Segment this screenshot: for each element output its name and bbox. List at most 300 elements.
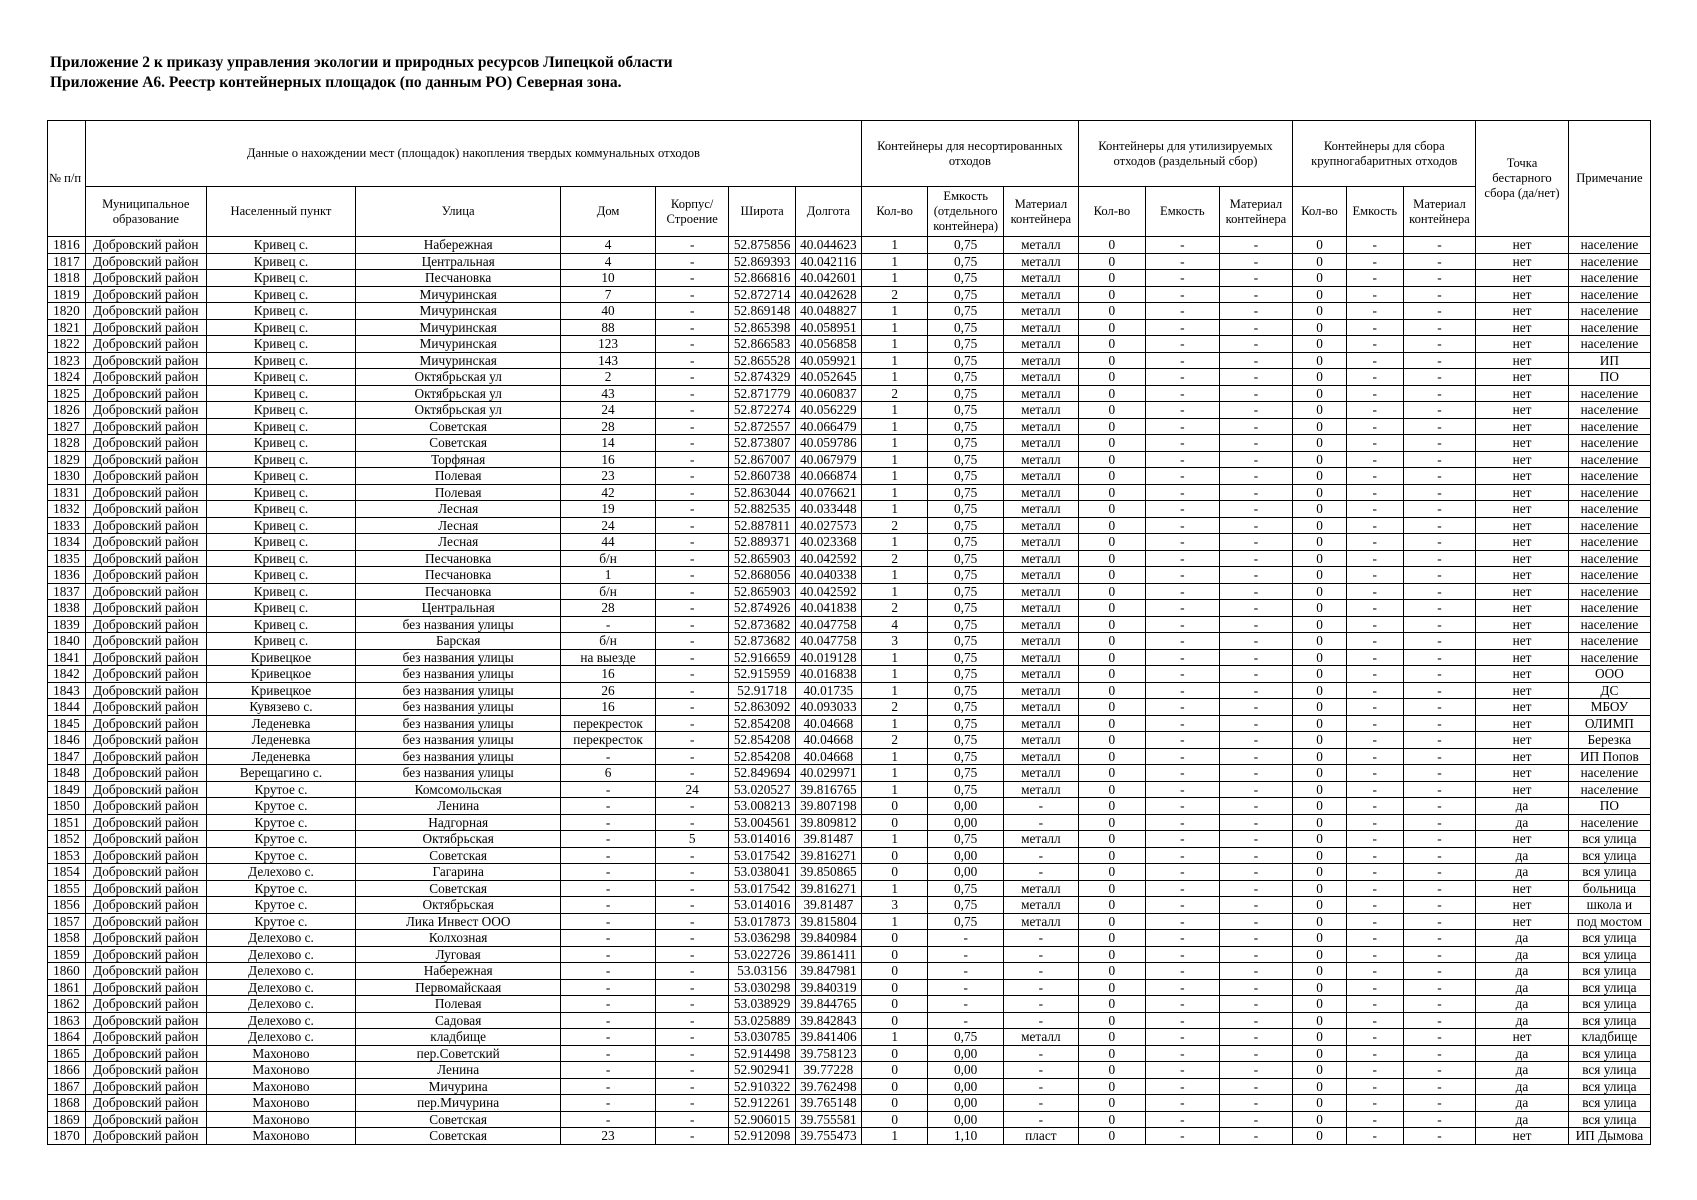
cell-unsorted-count: 1 xyxy=(862,567,928,584)
cell-longitude: 40.044623 xyxy=(795,237,861,254)
cell-building: - xyxy=(655,319,729,336)
cell-unsorted-count: 0 xyxy=(862,864,928,881)
cell-unsorted-capacity: - xyxy=(928,946,1004,963)
cell-longitude: 40.033448 xyxy=(795,501,861,518)
cell-latitude: 52.872557 xyxy=(729,418,795,435)
cell-unsorted-capacity: 0,00 xyxy=(928,1078,1004,1095)
cell-settlement: Кривец с. xyxy=(206,385,355,402)
cell-bulky-count: 0 xyxy=(1293,550,1347,567)
cell-house: 24 xyxy=(561,517,656,534)
cell-house: - xyxy=(561,996,656,1013)
cell-unsorted-material: металл xyxy=(1004,682,1079,699)
cell-unsorted-count: 0 xyxy=(862,1078,928,1095)
cell-latitude: 52.866583 xyxy=(729,336,795,353)
cell-settlement: Кривец с. xyxy=(206,616,355,633)
cell-recyclable-material: - xyxy=(1219,402,1293,419)
cell-unsorted-count: 1 xyxy=(862,715,928,732)
cell-unsorted-capacity: - xyxy=(928,1012,1004,1029)
header-note: Примечание xyxy=(1568,121,1650,237)
cell-bulky-material: - xyxy=(1403,385,1476,402)
cell-row-num: 1861 xyxy=(48,979,86,996)
cell-municipality: Добровский район xyxy=(85,237,206,254)
cell-bestarny-point: да xyxy=(1476,1012,1569,1029)
cell-settlement: Кувязево с. xyxy=(206,699,355,716)
cell-unsorted-material: - xyxy=(1004,1111,1079,1128)
cell-latitude: 52.902941 xyxy=(729,1062,795,1079)
table-row xyxy=(48,1078,1651,1095)
cell-building: - xyxy=(655,484,729,501)
cell-street: кладбище xyxy=(356,1029,561,1046)
cell-latitude: 52.910322 xyxy=(729,1078,795,1095)
cell-settlement: Махоново xyxy=(206,1078,355,1095)
cell-bestarny-point: нет xyxy=(1476,468,1569,485)
cell-bulky-count: 0 xyxy=(1293,352,1347,369)
cell-unsorted-count: 2 xyxy=(862,550,928,567)
cell-house: 6 xyxy=(561,765,656,782)
cell-bulky-count: 0 xyxy=(1293,930,1347,947)
cell-bulky-material: - xyxy=(1403,402,1476,419)
cell-house: - xyxy=(561,946,656,963)
cell-unsorted-capacity: 0,75 xyxy=(928,253,1004,270)
cell-unsorted-material: металл xyxy=(1004,880,1079,897)
cell-recyclable-material: - xyxy=(1219,270,1293,287)
cell-row-num: 1848 xyxy=(48,765,86,782)
table-row xyxy=(48,1045,1651,1062)
cell-bestarny-point: нет xyxy=(1476,682,1569,699)
cell-street: Мичуринская xyxy=(356,286,561,303)
header-r-count: Кол-во xyxy=(1078,187,1145,237)
cell-street: Мичуринская xyxy=(356,336,561,353)
cell-house: б/н xyxy=(561,550,656,567)
cell-unsorted-capacity: 0,00 xyxy=(928,864,1004,881)
cell-note: население xyxy=(1568,303,1650,320)
cell-note: население xyxy=(1568,633,1650,650)
cell-bulky-capacity: - xyxy=(1346,732,1403,749)
cell-unsorted-count: 0 xyxy=(862,814,928,831)
cell-recyclable-count: 0 xyxy=(1078,286,1145,303)
cell-latitude: 53.03156 xyxy=(729,963,795,980)
cell-bulky-capacity: - xyxy=(1346,699,1403,716)
cell-unsorted-material: - xyxy=(1004,930,1079,947)
cell-note: ДС xyxy=(1568,682,1650,699)
cell-municipality: Добровский район xyxy=(85,699,206,716)
cell-longitude: 39.816271 xyxy=(795,847,861,864)
table-row xyxy=(48,913,1651,930)
header-municipality: Муниципальное образование xyxy=(85,187,206,237)
cell-unsorted-capacity: 0,75 xyxy=(928,649,1004,666)
table-header xyxy=(48,121,1651,237)
cell-bulky-count: 0 xyxy=(1293,402,1347,419)
cell-unsorted-capacity: 0,75 xyxy=(928,583,1004,600)
cell-recyclable-capacity: - xyxy=(1146,946,1220,963)
registry-table xyxy=(47,120,1651,1145)
cell-bulky-capacity: - xyxy=(1346,979,1403,996)
cell-longitude: 40.04668 xyxy=(795,715,861,732)
cell-recyclable-material: - xyxy=(1219,1111,1293,1128)
cell-latitude: 52.915959 xyxy=(729,666,795,683)
cell-street: Полевая xyxy=(356,484,561,501)
cell-unsorted-material: - xyxy=(1004,963,1079,980)
cell-unsorted-material: металл xyxy=(1004,534,1079,551)
cell-note: население xyxy=(1568,781,1650,798)
table-row xyxy=(48,616,1651,633)
cell-bestarny-point: нет xyxy=(1476,402,1569,419)
cell-street: без названия улицы xyxy=(356,682,561,699)
cell-unsorted-capacity: 0,75 xyxy=(928,1029,1004,1046)
cell-recyclable-count: 0 xyxy=(1078,781,1145,798)
cell-street: Набережная xyxy=(356,237,561,254)
cell-house: перекресток xyxy=(561,732,656,749)
cell-row-num: 1856 xyxy=(48,897,86,914)
cell-bestarny-point: нет xyxy=(1476,517,1569,534)
cell-house: 28 xyxy=(561,600,656,617)
cell-bulky-count: 0 xyxy=(1293,649,1347,666)
cell-bulky-material: - xyxy=(1403,319,1476,336)
cell-recyclable-capacity: - xyxy=(1146,319,1220,336)
cell-unsorted-capacity: 0,00 xyxy=(928,814,1004,831)
cell-bulky-capacity: - xyxy=(1346,435,1403,452)
cell-latitude: 53.014016 xyxy=(729,897,795,914)
cell-longitude: 39.758123 xyxy=(795,1045,861,1062)
cell-street: Лесная xyxy=(356,501,561,518)
cell-bulky-capacity: - xyxy=(1346,501,1403,518)
cell-bulky-capacity: - xyxy=(1346,847,1403,864)
table-row xyxy=(48,880,1651,897)
cell-unsorted-count: 3 xyxy=(862,633,928,650)
cell-house: б/н xyxy=(561,633,656,650)
cell-recyclable-count: 0 xyxy=(1078,352,1145,369)
cell-settlement: Крутое с. xyxy=(206,897,355,914)
cell-building: - xyxy=(655,336,729,353)
cell-latitude: 52.867007 xyxy=(729,451,795,468)
cell-note: население xyxy=(1568,418,1650,435)
cell-house: - xyxy=(561,1111,656,1128)
cell-latitude: 52.871779 xyxy=(729,385,795,402)
cell-unsorted-count: 0 xyxy=(862,1111,928,1128)
cell-recyclable-material: - xyxy=(1219,418,1293,435)
cell-unsorted-count: 0 xyxy=(862,1045,928,1062)
cell-recyclable-count: 0 xyxy=(1078,550,1145,567)
cell-recyclable-capacity: - xyxy=(1146,996,1220,1013)
cell-recyclable-capacity: - xyxy=(1146,781,1220,798)
cell-unsorted-capacity: 0,75 xyxy=(928,369,1004,386)
cell-street: Надгорная xyxy=(356,814,561,831)
cell-unsorted-material: металл xyxy=(1004,913,1079,930)
cell-municipality: Добровский район xyxy=(85,303,206,320)
cell-bestarny-point: нет xyxy=(1476,237,1569,254)
cell-house: - xyxy=(561,847,656,864)
cell-recyclable-material: - xyxy=(1219,847,1293,864)
cell-row-num: 1832 xyxy=(48,501,86,518)
cell-municipality: Добровский район xyxy=(85,468,206,485)
table-row xyxy=(48,864,1651,881)
cell-recyclable-material: - xyxy=(1219,748,1293,765)
cell-recyclable-count: 0 xyxy=(1078,583,1145,600)
cell-bestarny-point: нет xyxy=(1476,748,1569,765)
cell-recyclable-count: 0 xyxy=(1078,831,1145,848)
cell-bulky-capacity: - xyxy=(1346,831,1403,848)
cell-recyclable-capacity: - xyxy=(1146,418,1220,435)
cell-bestarny-point: нет xyxy=(1476,336,1569,353)
cell-bulky-capacity: - xyxy=(1346,303,1403,320)
cell-street: Песчановка xyxy=(356,583,561,600)
cell-building: - xyxy=(655,402,729,419)
cell-note: вся улица xyxy=(1568,847,1650,864)
header-b-count: Кол-во xyxy=(1293,187,1347,237)
cell-building: - xyxy=(655,649,729,666)
table-row xyxy=(48,781,1651,798)
cell-bulky-capacity: - xyxy=(1346,1095,1403,1112)
cell-unsorted-material: металл xyxy=(1004,699,1079,716)
cell-unsorted-capacity: 0,75 xyxy=(928,699,1004,716)
cell-row-num: 1819 xyxy=(48,286,86,303)
cell-bestarny-point: нет xyxy=(1476,352,1569,369)
cell-recyclable-material: - xyxy=(1219,930,1293,947)
cell-bestarny-point: нет xyxy=(1476,649,1569,666)
cell-settlement: Кривец с. xyxy=(206,253,355,270)
cell-bulky-material: - xyxy=(1403,286,1476,303)
cell-unsorted-material: - xyxy=(1004,847,1079,864)
cell-note: МБОУ xyxy=(1568,699,1650,716)
cell-bulky-capacity: - xyxy=(1346,864,1403,881)
cell-row-num: 1852 xyxy=(48,831,86,848)
cell-recyclable-count: 0 xyxy=(1078,319,1145,336)
cell-bulky-material: - xyxy=(1403,1045,1476,1062)
cell-municipality: Добровский район xyxy=(85,864,206,881)
cell-longitude: 39.847981 xyxy=(795,963,861,980)
cell-house: - xyxy=(561,798,656,815)
table-row xyxy=(48,1095,1651,1112)
cell-house: 40 xyxy=(561,303,656,320)
cell-unsorted-count: 1 xyxy=(862,765,928,782)
cell-unsorted-capacity: 0,75 xyxy=(928,748,1004,765)
cell-municipality: Добровский район xyxy=(85,946,206,963)
cell-latitude: 52.872274 xyxy=(729,402,795,419)
cell-unsorted-count: 0 xyxy=(862,798,928,815)
table-row xyxy=(48,385,1651,402)
cell-street: Комсомольская xyxy=(356,781,561,798)
cell-house: - xyxy=(561,897,656,914)
cell-building: - xyxy=(655,1111,729,1128)
cell-settlement: Кривец с. xyxy=(206,286,355,303)
table-row xyxy=(48,435,1651,452)
cell-row-num: 1824 xyxy=(48,369,86,386)
cell-recyclable-capacity: - xyxy=(1146,1078,1220,1095)
cell-longitude: 39.765148 xyxy=(795,1095,861,1112)
cell-street: Песчановка xyxy=(356,567,561,584)
cell-recyclable-material: - xyxy=(1219,501,1293,518)
cell-recyclable-capacity: - xyxy=(1146,534,1220,551)
cell-bulky-count: 0 xyxy=(1293,484,1347,501)
cell-bulky-material: - xyxy=(1403,583,1476,600)
cell-municipality: Добровский район xyxy=(85,501,206,518)
cell-street: без названия улицы xyxy=(356,666,561,683)
cell-note: школа и xyxy=(1568,897,1650,914)
cell-latitude: 52.91718 xyxy=(729,682,795,699)
cell-settlement: Кривец с. xyxy=(206,451,355,468)
cell-bulky-count: 0 xyxy=(1293,748,1347,765)
cell-recyclable-count: 0 xyxy=(1078,633,1145,650)
cell-row-num: 1830 xyxy=(48,468,86,485)
cell-note: вся улица xyxy=(1568,963,1650,980)
cell-note: ОЛИМП xyxy=(1568,715,1650,732)
cell-recyclable-capacity: - xyxy=(1146,913,1220,930)
cell-row-num: 1845 xyxy=(48,715,86,732)
cell-bestarny-point: нет xyxy=(1476,633,1569,650)
cell-unsorted-count: 1 xyxy=(862,270,928,287)
cell-settlement: Кривец с. xyxy=(206,600,355,617)
cell-bulky-material: - xyxy=(1403,501,1476,518)
cell-latitude: 52.873682 xyxy=(729,616,795,633)
cell-recyclable-capacity: - xyxy=(1146,699,1220,716)
table-row xyxy=(48,831,1651,848)
table-row xyxy=(48,814,1651,831)
cell-note: ИП xyxy=(1568,352,1650,369)
table-row xyxy=(48,1062,1651,1079)
cell-building: - xyxy=(655,1029,729,1046)
cell-unsorted-count: 1 xyxy=(862,1128,928,1145)
cell-bulky-capacity: - xyxy=(1346,484,1403,501)
cell-house: 14 xyxy=(561,435,656,452)
cell-recyclable-material: - xyxy=(1219,237,1293,254)
cell-unsorted-material: металл xyxy=(1004,715,1079,732)
cell-recyclable-material: - xyxy=(1219,649,1293,666)
cell-row-num: 1823 xyxy=(48,352,86,369)
cell-row-num: 1850 xyxy=(48,798,86,815)
cell-settlement: Кривец с. xyxy=(206,303,355,320)
cell-longitude: 40.047758 xyxy=(795,616,861,633)
cell-unsorted-capacity: - xyxy=(928,963,1004,980)
cell-street: Мичуринская xyxy=(356,319,561,336)
cell-municipality: Добровский район xyxy=(85,352,206,369)
cell-house: 16 xyxy=(561,666,656,683)
cell-recyclable-count: 0 xyxy=(1078,682,1145,699)
cell-bestarny-point: нет xyxy=(1476,897,1569,914)
cell-building: - xyxy=(655,286,729,303)
cell-unsorted-capacity: 0,75 xyxy=(928,435,1004,452)
table-row xyxy=(48,930,1651,947)
cell-bulky-material: - xyxy=(1403,814,1476,831)
cell-bulky-material: - xyxy=(1403,1078,1476,1095)
cell-recyclable-capacity: - xyxy=(1146,600,1220,617)
cell-municipality: Добровский район xyxy=(85,451,206,468)
cell-latitude: 53.014016 xyxy=(729,831,795,848)
cell-row-num: 1855 xyxy=(48,880,86,897)
cell-recyclable-capacity: - xyxy=(1146,1012,1220,1029)
cell-bulky-count: 0 xyxy=(1293,880,1347,897)
header-num: № п/п xyxy=(48,121,86,237)
cell-building: - xyxy=(655,253,729,270)
cell-unsorted-count: 0 xyxy=(862,930,928,947)
cell-bulky-capacity: - xyxy=(1346,682,1403,699)
cell-unsorted-material: - xyxy=(1004,1095,1079,1112)
cell-bulky-count: 0 xyxy=(1293,534,1347,551)
cell-recyclable-material: - xyxy=(1219,798,1293,815)
cell-unsorted-material: - xyxy=(1004,1078,1079,1095)
cell-note: вся улица xyxy=(1568,996,1650,1013)
cell-recyclable-count: 0 xyxy=(1078,649,1145,666)
cell-recyclable-capacity: - xyxy=(1146,237,1220,254)
cell-building: - xyxy=(655,996,729,1013)
cell-bulky-material: - xyxy=(1403,798,1476,815)
cell-longitude: 40.056858 xyxy=(795,336,861,353)
cell-recyclable-capacity: - xyxy=(1146,880,1220,897)
cell-bulky-material: - xyxy=(1403,963,1476,980)
cell-longitude: 40.052645 xyxy=(795,369,861,386)
cell-latitude: 53.022726 xyxy=(729,946,795,963)
cell-row-num: 1828 xyxy=(48,435,86,452)
cell-recyclable-material: - xyxy=(1219,583,1293,600)
cell-bulky-material: - xyxy=(1403,699,1476,716)
cell-house: - xyxy=(561,748,656,765)
cell-building: - xyxy=(655,303,729,320)
cell-longitude: 40.059921 xyxy=(795,352,861,369)
cell-latitude: 53.017542 xyxy=(729,847,795,864)
cell-settlement: Делехово с. xyxy=(206,979,355,996)
cell-bestarny-point: нет xyxy=(1476,451,1569,468)
cell-row-num: 1846 xyxy=(48,732,86,749)
cell-bulky-material: - xyxy=(1403,897,1476,914)
cell-longitude: 39.840319 xyxy=(795,979,861,996)
cell-unsorted-count: 1 xyxy=(862,435,928,452)
cell-building: - xyxy=(655,1078,729,1095)
cell-building: - xyxy=(655,847,729,864)
cell-recyclable-capacity: - xyxy=(1146,253,1220,270)
cell-longitude: 40.060837 xyxy=(795,385,861,402)
cell-bulky-material: - xyxy=(1403,534,1476,551)
cell-building: - xyxy=(655,385,729,402)
cell-bulky-material: - xyxy=(1403,517,1476,534)
cell-street: без названия улицы xyxy=(356,748,561,765)
cell-recyclable-count: 0 xyxy=(1078,1111,1145,1128)
cell-unsorted-capacity: 0,75 xyxy=(928,633,1004,650)
cell-unsorted-count: 1 xyxy=(862,534,928,551)
cell-street: Садовая xyxy=(356,1012,561,1029)
cell-house: 143 xyxy=(561,352,656,369)
cell-settlement: Делехово с. xyxy=(206,930,355,947)
cell-recyclable-capacity: - xyxy=(1146,286,1220,303)
cell-unsorted-capacity: 0,75 xyxy=(928,880,1004,897)
cell-recyclable-material: - xyxy=(1219,831,1293,848)
cell-house: на выезде xyxy=(561,649,656,666)
cell-recyclable-count: 0 xyxy=(1078,336,1145,353)
cell-bulky-count: 0 xyxy=(1293,385,1347,402)
table-row xyxy=(48,748,1651,765)
cell-note: население xyxy=(1568,550,1650,567)
cell-unsorted-material: - xyxy=(1004,798,1079,815)
cell-note: вся улица xyxy=(1568,831,1650,848)
cell-note: вся улица xyxy=(1568,1095,1650,1112)
cell-bulky-capacity: - xyxy=(1346,517,1403,534)
cell-settlement: Кривец с. xyxy=(206,418,355,435)
cell-bulky-material: - xyxy=(1403,666,1476,683)
cell-bulky-count: 0 xyxy=(1293,979,1347,996)
cell-unsorted-material: металл xyxy=(1004,831,1079,848)
cell-unsorted-material: металл xyxy=(1004,649,1079,666)
cell-house: - xyxy=(561,979,656,996)
cell-street: Песчановка xyxy=(356,270,561,287)
cell-street: без названия улицы xyxy=(356,732,561,749)
cell-bulky-material: - xyxy=(1403,847,1476,864)
cell-house: - xyxy=(561,880,656,897)
table-row xyxy=(48,633,1651,650)
cell-bulky-material: - xyxy=(1403,649,1476,666)
cell-bestarny-point: нет xyxy=(1476,567,1569,584)
cell-row-num: 1816 xyxy=(48,237,86,254)
cell-bulky-count: 0 xyxy=(1293,1095,1347,1112)
cell-settlement: Крутое с. xyxy=(206,913,355,930)
cell-unsorted-count: 0 xyxy=(862,1062,928,1079)
